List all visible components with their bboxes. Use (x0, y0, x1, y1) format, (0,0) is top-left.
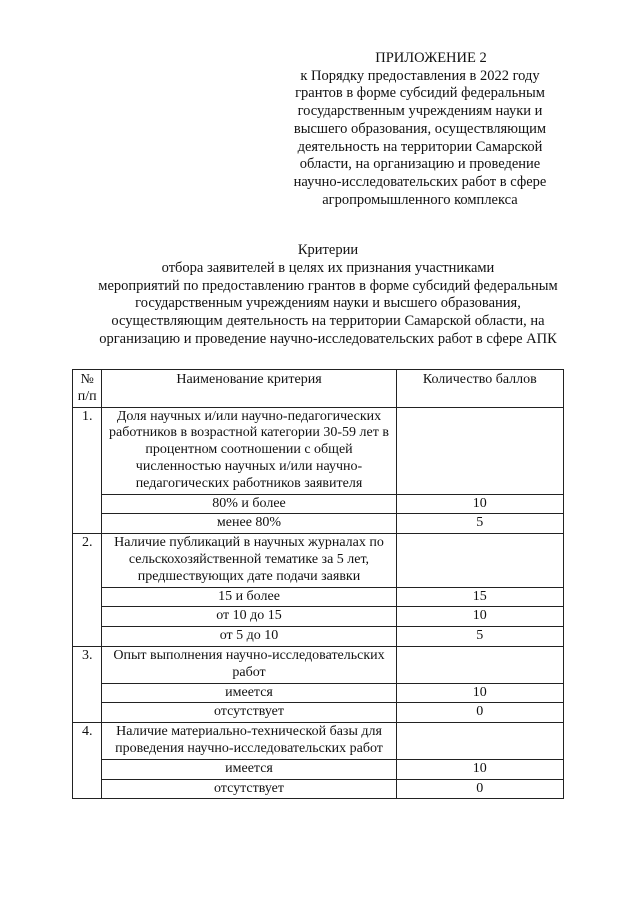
criterion-points-empty (396, 646, 563, 683)
criterion-row (73, 534, 564, 587)
option-row (73, 514, 564, 534)
criterion-num: 4. (73, 723, 102, 799)
criterion-num: 3. (73, 646, 102, 722)
appendix-line: государственным учреждениям науки и (297, 103, 543, 120)
option-label: имеется (102, 683, 396, 703)
option-row (73, 627, 564, 647)
header-points: Количество баллов (396, 370, 563, 408)
header-num: № п/п (73, 370, 102, 408)
criterion-points-empty (396, 534, 563, 587)
title-heading: Критерии (297, 242, 359, 258)
option-label: отсутствует (102, 779, 396, 799)
criterion-points-empty (396, 723, 563, 760)
option-label: менее 80% (102, 514, 396, 534)
criterion-name: Наличие материально-технической базы для проведения научно-исследовательских работ (102, 723, 396, 760)
title-line: осуществляющим деятельность на территории Самарской области, на (111, 313, 545, 330)
title-line: государственным учреждениям науки и высшего образования, (135, 295, 521, 312)
option-points: 10 (396, 683, 563, 703)
header-name: Наименование критерия (102, 370, 396, 408)
criterion-num: 1. (73, 407, 102, 534)
appendix-block (270, 50, 570, 209)
option-label: 15 и более (102, 587, 396, 607)
criterion-points-empty (396, 407, 563, 494)
criterion-name: Доля научных и/или научно-педагогических работников в возрастной категории 30-59 лет в процентном соотношении с общей численностью научных и/или научно-педагогических работников заявителя (102, 407, 396, 494)
appendix-line: высшего образования, осуществляющим (293, 120, 547, 137)
option-points: 10 (396, 494, 563, 514)
appendix-line: грантов в форме субсидий федеральным (295, 85, 545, 102)
criterion-row (73, 646, 564, 683)
criterion-name: Наличие публикаций в научных журналах по сельскохозяйственной тематике за 5 лет, предшествующих дате подачи заявки (102, 534, 396, 587)
option-points: 5 (396, 627, 563, 647)
criterion-name: Опыт выполнения научно-исследовательских работ (102, 646, 396, 683)
option-points: 10 (396, 759, 563, 779)
criteria-table (72, 369, 564, 799)
option-row (73, 587, 564, 607)
table-header-row (73, 370, 564, 408)
option-points: 0 (396, 779, 563, 799)
appendix-heading: ПРИЛОЖЕНИЕ 2 (375, 50, 487, 66)
option-row (73, 779, 564, 799)
appendix-line: области, на организацию и проведение (299, 156, 541, 173)
option-label: отсутствует (102, 703, 396, 723)
title-line: мероприятий по предоставлению грантов в форме субсидий федеральным (98, 277, 558, 294)
option-points: 5 (396, 514, 563, 534)
title-line: отбора заявителей в целях их признания участниками (161, 259, 495, 276)
appendix-line: агропромышленного комплекса (322, 191, 518, 208)
option-points: 15 (396, 587, 563, 607)
appendix-line: деятельность на территории Самарской (297, 138, 543, 155)
option-points: 0 (396, 703, 563, 723)
option-row (73, 494, 564, 514)
appendix-line: научно-исследовательских работ в сфере (293, 173, 547, 190)
criterion-num: 2. (73, 534, 102, 647)
option-points: 10 (396, 607, 563, 627)
title-line: организацию и проведение научно-исследовательских работ в сфере АПК (99, 330, 557, 347)
appendix-line: к Порядку предоставления в 2022 году (300, 67, 540, 84)
option-row (73, 607, 564, 627)
criterion-row (73, 723, 564, 760)
option-row (73, 683, 564, 703)
option-row (73, 759, 564, 779)
option-label: 80% и более (102, 494, 396, 514)
option-row (73, 703, 564, 723)
option-label: имеется (102, 759, 396, 779)
criterion-row (73, 407, 564, 494)
option-label: от 10 до 15 (102, 607, 396, 627)
document-title (60, 242, 596, 349)
option-label: от 5 до 10 (102, 627, 396, 647)
